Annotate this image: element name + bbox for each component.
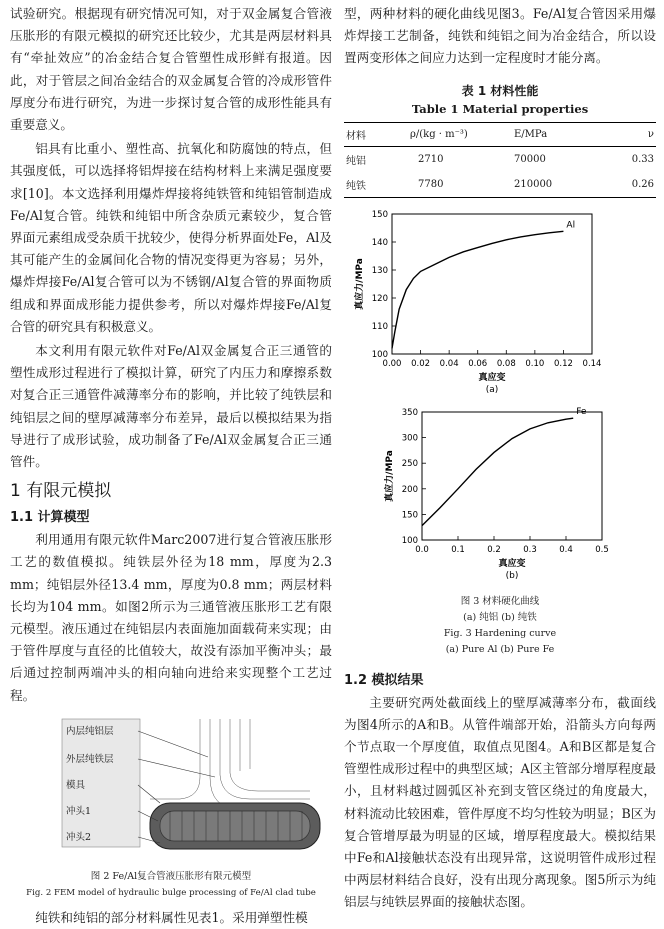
series-line-fe: [422, 418, 573, 526]
series-label: Al: [566, 219, 576, 230]
material-table: [344, 122, 656, 198]
table-header-cell: E/MPa: [512, 122, 606, 146]
x-tick-label: 0.3: [523, 544, 537, 555]
y-tick-label: 120: [371, 293, 388, 304]
chart-al-hardening: [344, 206, 656, 406]
x-tick-label: 0.1: [451, 544, 465, 555]
fig2-label-die: 模具: [66, 779, 86, 791]
x-tick-label: 0.02: [411, 358, 431, 369]
table-header-cell: ρ/(kg · m⁻³): [408, 122, 512, 146]
chart-fe-hardening: [344, 406, 656, 590]
x-tick-label: 0.2: [487, 544, 501, 555]
x-axis-label: 真应变: [498, 558, 526, 569]
fem-model-illustration: [10, 717, 332, 863]
figure-2-caption-cn: 图 2 Fe/Al复合管液压胀形有限元模型: [90, 870, 252, 882]
section-heading-1-1: 1.1 计算模型: [10, 510, 90, 526]
x-tick-label: 0.0: [415, 544, 429, 555]
table-cell: 0.26: [606, 172, 656, 198]
paragraph-results: 主要研究两处截面线上的壁厚减薄率分布，截面线为图4所示的A和B。从管件端部开始，沿箭头方向每两个节点取一个厚度值，取值点见图4。A和B区都是复合管塑性成形过程中的典型区域；A区主管部分增厚程度最小，且材料越过圆弧区补充到支管区绕过的角度最大，材料流动比较困难，管件厚度不均匀性较为明显；B区为复合管增厚最为明显的区域，增厚程度最大。模拟结果中Fe和Al接触状态没有出现异常，这说明管件成形过程中两层材料结合良好，没有出现分离现象。图5所示为纯铝层与纯铁层界面的接触状态图。: [344, 694, 656, 910]
x-tick-label: 0.08: [496, 358, 516, 369]
table-1-caption-en: Table 1 Material properties: [411, 101, 589, 116]
paragraph-model: 利用通用有限元软件Marc2007进行复合管液压胀形工艺的数值模拟。纯铁层外径为18 mm，厚度为2.3 mm；纯铝层外径13.4 mm，厚度为0.8 mm；两层材料长均为104 mm。如图2所示为三通管液压胀形工艺有限元模型。液压通过在纯铝层内表面施加面载荷来实现；由于管件厚度与直径的比值较大，故没有添加平衡冲头；最后通过控制两端冲头的相向轴向进给来实现整个工艺过程。: [10, 532, 332, 703]
series-label: Fe: [576, 406, 587, 417]
y-axis-label: 真应力/MPa: [355, 257, 365, 310]
figure-2-caption-en: Fig. 2 FEM model of hydraulic bulge processing of Fe/Al clad tube: [26, 887, 316, 898]
x-tick-label: 0.5: [595, 544, 609, 555]
paragraph-aluminum: 铝具有比重小、塑性高、抗氧化和防腐蚀的特点，但其强度低，可以选择将铝焊接在结构材料上来满足强度要求[10]。本文选择利用爆炸焊接将纯铁管和纯铝管制造成Fe/Al复合管。纯铁和纯铝中所含杂质元素较少，复合管界面元素组成受杂质干扰较少，使得分析界面处Fe，Al及其可能产生的金属间化合物的情况变得更为容易；另外，爆炸焊接Fe/Al复合管可以为不锈钢/Al复合管的界面物质组成和界面成形能力提供参考，所以对爆炸焊接Fe/Al复合管的研究具有积极意义。: [10, 141, 332, 334]
y-tick-label: 150: [371, 209, 388, 220]
table-cell: 纯铁: [344, 172, 408, 198]
figure-2: [10, 717, 332, 863]
fig2-label-punch2: 冲头2: [66, 831, 92, 843]
table-row: [344, 172, 656, 198]
table-header-row: [344, 122, 656, 146]
x-tick-label: 0.04: [439, 358, 459, 369]
x-axis-label: 真应变: [478, 372, 506, 383]
section-heading-1-2: 1.2 模拟结果: [344, 672, 424, 688]
subfigure-label: (a): [485, 384, 499, 395]
table-cell: 7780: [408, 172, 512, 198]
table-cell: 210000: [512, 172, 606, 198]
fig2-label-outer-fe: 外层纯铁层: [66, 753, 114, 765]
y-tick-label: 300: [401, 433, 418, 444]
paragraph-hardening: 型，两种材料的硬化曲线见图3。Fe/Al复合管因采用爆炸焊接工艺制备，纯铁和纯铝之间为冶金结合，所以设置两变形体之间应力达到一定程度时才能分离。: [344, 6, 656, 66]
y-tick-label: 110: [371, 321, 388, 332]
figure-3-caption-cn: 图 3 材料硬化曲线: [460, 595, 540, 607]
figure-3-caption-cn-sub: (a) 纯铝 (b) 纯铁: [463, 611, 537, 623]
y-tick-label: 150: [401, 510, 418, 521]
table-cell: 纯铝: [346, 155, 366, 167]
fig2-label-inner-al: 内层纯铝层: [66, 725, 114, 737]
table-cell: 70000: [514, 153, 546, 165]
paragraph-purpose: 本文利用有限元软件对Fe/Al双金属复合正三通管的塑性成形过程进行了模拟计算，研究了内压力和摩擦系数对复合正三通管件减薄率分布的影响，并比较了纯铁层和纯铝层之间的壁厚减薄率分布差异，最后以模拟结果为指导进行了成形试验，成功制备了Fe/Al双金属复合正三通管件。: [10, 343, 332, 470]
x-tick-label: 0.4: [559, 544, 573, 555]
subfigure-label: (b): [505, 570, 519, 581]
y-tick-label: 100: [371, 349, 388, 360]
table-cell: 0.33: [631, 153, 654, 165]
right-column: [344, 0, 656, 914]
y-tick-label: 130: [371, 265, 388, 276]
y-tick-label: 100: [401, 535, 418, 546]
x-tick-label: 0.06: [468, 358, 488, 369]
section-heading-1: 1 有限元模拟: [10, 481, 112, 502]
table-header-cell: 材料: [344, 122, 408, 146]
table-header-cell: ν: [606, 122, 656, 146]
x-tick-label: 0.14: [582, 358, 602, 369]
y-tick-label: 350: [401, 407, 418, 418]
table-cell: 2710: [418, 153, 444, 165]
left-column: [10, 0, 332, 929]
plot-frame: [392, 214, 592, 354]
x-tick-label: 0.12: [553, 358, 573, 369]
x-tick-label: 0.00: [382, 358, 402, 369]
table-row: [344, 146, 656, 172]
figure-3-caption-en: Fig. 3 Hardening curve: [443, 627, 557, 639]
figure-3-caption-en-sub: (a) Pure Al (b) Pure Fe: [445, 643, 555, 655]
y-tick-label: 140: [371, 237, 388, 248]
y-tick-label: 200: [401, 484, 418, 495]
plot-frame: [422, 412, 602, 540]
y-axis-label: 真应力/MPa: [385, 449, 395, 502]
x-tick-label: 0.10: [525, 358, 545, 369]
y-tick-label: 250: [401, 458, 418, 469]
paragraph-intro-end: 试验研究。根据现有研究情况可知，对于双金属复合管液压胀形的有限元模拟的研究还比较少，尤其是两层材料具有“牵扯效应”的冶金结合复合管塑性成形鲜有报道。因此，对于管层之间冶金结合的双金属复合管的冷成形管件厚度分布进行研究，为进一步探讨复合管的成形性能具有重要意义。: [10, 6, 332, 133]
paragraph-material: 纯铁和纯铝的部分材料属性见表1。采用弹塑性模: [35, 909, 308, 925]
series-line-al: [392, 231, 563, 348]
fig2-label-punch1: 冲头1: [66, 805, 92, 817]
table-1-caption-cn: 表 1 材料性能: [461, 83, 539, 98]
